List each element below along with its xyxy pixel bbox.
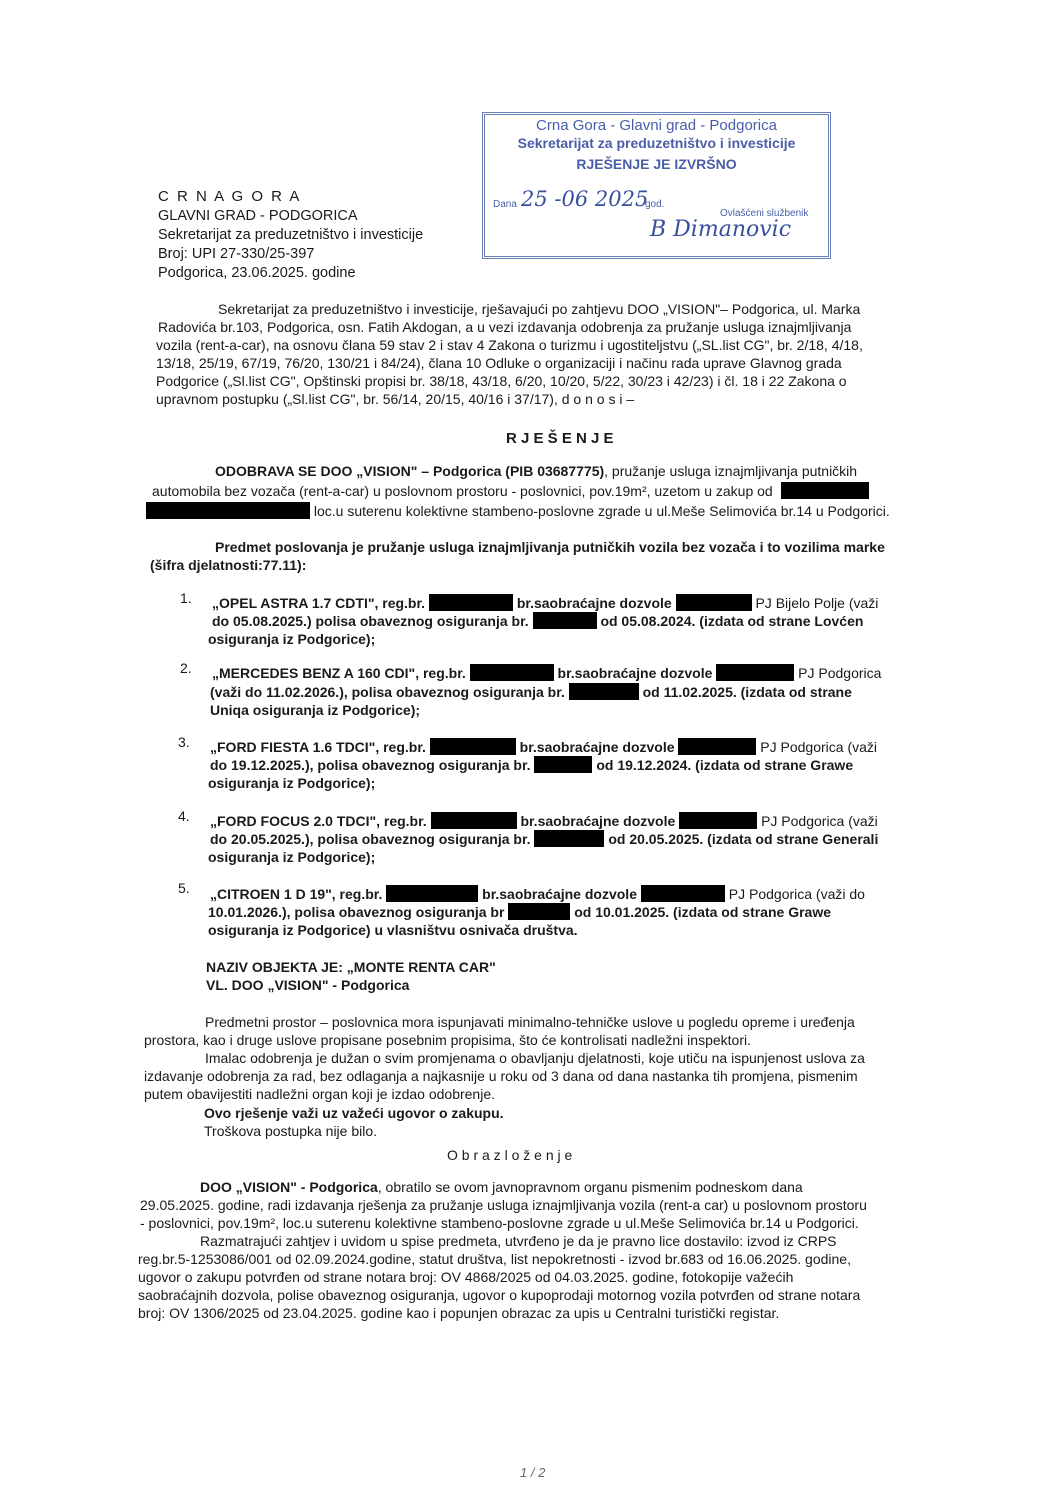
vehicle-pj: PJ Bijelo Polje (važi: [755, 595, 879, 611]
reasoning-line-6: ugovor o zakupu potvrđen od strane notara broj: OV 4868/2025 od 04.03.2025. godine, fotokopije važećih: [138, 1269, 794, 1285]
vehicle-policy: do 19.12.2025.), polisa obaveznog osiguranja br.: [210, 757, 531, 773]
reasoning-company: DOO „VISION" - Podgorica: [200, 1179, 378, 1195]
vehicle-model: „MERCEDES BENZ A 160 CDI", reg.br.: [212, 665, 466, 681]
vehicle-model: „CITROEN 1 D 19", reg.br.: [210, 886, 383, 902]
vehicle-policy-date: od 05.08.2024. (izdata od strane Lovćen: [600, 613, 864, 629]
vehicle-pj: PJ Podgorica (važi: [760, 739, 878, 755]
redacted-block: [429, 594, 513, 611]
vehicle-insurer: osiguranja iz Podgorice);: [208, 849, 376, 865]
reasoning-title: O b r a z l o ž e n j e: [447, 1147, 573, 1163]
conditions-costs: Troškova postupka nije bilo.: [204, 1123, 378, 1139]
vehicle-policy: do 05.08.2025.) polisa obaveznog osiguranja br.: [212, 613, 529, 629]
stamp-line-3: RJEŠENJE JE IZVRŠNO: [576, 156, 737, 172]
approval-line-3: loc.u suterenu kolektivne stambeno-poslovne zgrade u ul.Meše Selimovića br.14 u Podgorici.: [313, 503, 890, 519]
redacted-block: [716, 664, 794, 681]
redacted-block: [431, 812, 517, 829]
vehicle-insurer: Uniqa osiguranja iz Podgorice);: [210, 702, 421, 718]
conditions-line-2: prostora, kao i druge uslove propisane posebnim propisima, što će kontrolisati nadležni inspektori.: [144, 1032, 751, 1048]
redacted-block: [781, 482, 869, 499]
vehicle-number: 2.: [180, 660, 192, 676]
vehicle-policy: 10.01.2026.), polisa obaveznog osiguranja br: [208, 904, 505, 920]
vehicle-registration-label: br.saobraćajne dozvole: [557, 665, 713, 681]
intro-line-4: 13/18, 25/19, 67/19, 76/20, 130/21 i 84/24), člana 10 Odluke o organizaciji i načinu rada uprave Glavnog grada: [156, 355, 842, 371]
vehicle-number: 3.: [178, 734, 190, 750]
stamp-god-label: god.: [645, 199, 665, 210]
reasoning-line-5: reg.br.5-1253086/001 od 02.09.2024.godine, statut društva, list nepokretnosti - izvod br.683 od 16.06.2025. godine,: [138, 1251, 851, 1267]
redacted-block: [534, 756, 592, 773]
vehicle-insurer: osiguranja iz Podgorice);: [208, 631, 376, 647]
redacted-block: [470, 664, 554, 681]
redacted-block: [430, 738, 516, 755]
vehicle-pj: PJ Podgorica: [798, 665, 882, 681]
conditions-validity: Ovo rješenje važi uz važeći ugovor o zakupu.: [204, 1105, 504, 1121]
reasoning-line-4: Razmatrajući zahtjev i uvidom u spise predmeta, utvrđeno je da je pravno lice dostavilo: izvod iz CRPS: [200, 1233, 837, 1249]
stamp-line-2: Sekretarijat za preduzetništvo i investicije: [517, 135, 796, 151]
reasoning-line-3: - poslovnici, pov.19m², loc.u suterenu kolektivne stambeno-poslovne zgrade u ul.Meše Selimovića br.14 u Podgorici.: [140, 1215, 859, 1231]
header-country: C R N A G O R A: [158, 188, 302, 205]
vehicle-model: „FORD FOCUS 2.0 TDCI", reg.br.: [210, 813, 427, 829]
redacted-block: [678, 738, 756, 755]
intro-line-2: Radovića br.103, Podgorica, osn. Fatih Akdogan, a u vezi izdavanja odobrenja za pružanje usluga iznajmljivanja: [158, 319, 852, 335]
vehicle-policy-date: od 11.02.2025. (izdata od strane: [642, 684, 852, 700]
vehicle-policy: do 20.05.2025.), polisa obaveznog osiguranja br.: [210, 831, 531, 847]
reasoning-line-1-rest: , obratilo se ovom javnopravnom organu pismenim podneskom dana: [377, 1179, 803, 1195]
vehicle-registration-label: br.saobraćajne dozvole: [520, 813, 676, 829]
intro-line-3: vozila (rent-a-car), na osnovu člana 59 stav 2 i stav 4 Zakona o turizmu i ugostiteljstvu („SL.list CG", br. 2/18, 4/18,: [156, 337, 863, 353]
header-date: Podgorica, 23.06.2025. godine: [158, 265, 356, 281]
redacted-block: [508, 903, 570, 920]
redacted-block: [534, 830, 604, 847]
vehicle-policy: (važi do 11.02.2026.), polisa obaveznog osiguranja br.: [210, 684, 565, 700]
stamp-handwritten-date: 25 -06 2025: [521, 187, 649, 211]
vehicle-number: 5.: [178, 880, 190, 896]
intro-line-1: Sekretarijat za preduzetništvo i investicije, rješavajući po zahtjevu DOO „VISION"– Podgorica, ul. Marka: [218, 301, 861, 317]
reasoning-line-8: broj: OV 1306/2025 od 23.04.2025. godine kao i popunjen obrazac za upis u Centralni turistički registar.: [138, 1305, 780, 1321]
intro-line-6: upravnom postupku („Sl.list CG", br. 56/14, 20/15, 40/16 i 37/17), d o n o s i –: [156, 391, 635, 407]
stamp-official-label: Ovlašćeni službenik: [720, 208, 809, 219]
vehicle-policy-date: od 10.01.2025. (izdata od strane Grawe: [574, 904, 831, 920]
approval-line-1-rest: , pružanje usluga iznajmljivanja putničkih: [604, 463, 858, 479]
subject-line-2: (šifra djelatnosti:77.11):: [150, 557, 307, 573]
redacted-block: [679, 812, 757, 829]
decision-title: R J E Š E N J E: [506, 430, 614, 447]
vehicle-policy-date: od 19.12.2024. (izdata od strane Grawe: [596, 757, 854, 773]
redacted-block: [146, 502, 310, 519]
vehicle-number: 1.: [180, 590, 192, 606]
object-name: NAZIV OBJEKTA JE: „MONTE RENTA CAR": [206, 959, 496, 975]
conditions-line-4: izdavanje odobrenja za rad, bez odlaganja a najkasnije u roku od 3 dana od dana nastanka tih promjena, pismenim: [144, 1068, 858, 1084]
vehicle-model: „OPEL ASTRA 1.7 CDTI", reg.br.: [212, 595, 426, 611]
subject-line-1: Predmet poslovanja je pružanje usluga iznajmljivanja putničkih vozila bez vozača i to vozilima marke: [215, 539, 885, 555]
official-signature: B Dimanovic: [650, 217, 792, 242]
conditions-line-5: putem obavijestiti nadležni organ koji je izdao odobrenje.: [144, 1086, 495, 1102]
object-owner: VL. DOO „VISION" - Podgorica: [206, 977, 410, 993]
stamp-line-1: Crna Gora - Glavni grad - Podgorica: [536, 117, 777, 134]
header-reference-number: Broj: UPI 27-330/25-397: [158, 246, 315, 262]
vehicle-pj: PJ Podgorica (važi: [761, 813, 878, 829]
redacted-block: [676, 594, 752, 611]
vehicle-pj: PJ Podgorica (važi do: [728, 886, 865, 902]
reasoning-line-2: 29.05.2025. godine, radi izdavanja rješenja za pružanje usluga iznajmljivanja vozila (rent-a car) u poslovnom prostoru: [140, 1197, 867, 1213]
page-number: 1 / 2: [520, 1465, 546, 1480]
conditions-line-3: Imalac odobrenja je dužan o svim promjenama o obavljanju djelatnosti, koje utiču na ispunjenost uslova za: [205, 1050, 865, 1066]
approval-company: ODOBRAVA SE DOO „VISION" – Podgorica (PIB 03687775): [215, 463, 605, 479]
redacted-block: [533, 612, 597, 629]
vehicle-insurer: osiguranja iz Podgorice);: [208, 775, 376, 791]
stamp-dana-label: Dana: [493, 199, 517, 210]
intro-line-5: Podgorice („Sl.list CG", Opštinski propisi br. 38/18, 43/18, 6/20, 10/20, 5/22, 30/23 i 42/23) i čl. 18 i 22 Zakona o: [156, 373, 847, 389]
redacted-block: [641, 885, 725, 902]
redacted-block: [386, 885, 478, 902]
approval-line-2: automobila bez vozača (rent-a-car) u poslovnom prostoru - poslovnici, pov.19m², uzetom u zakup od: [152, 483, 773, 499]
vehicle-insurer: osiguranja iz Podgorice) u vlasništvu osnivača društva.: [208, 922, 578, 938]
vehicle-number: 4.: [178, 808, 190, 824]
vehicle-model: „FORD FIESTA 1.6 TDCI", reg.br.: [210, 739, 426, 755]
vehicle-registration-label: br.saobraćajne dozvole: [516, 595, 672, 611]
conditions-line-1: Predmetni prostor – poslovnica mora ispunjavati minimalno-tehničke uslove u pogledu opreme i uređenja: [205, 1014, 855, 1030]
reasoning-line-7: saobraćajnih dozvola, polise obaveznog osiguranja, ugovor o kupoprodaji motornog vozila potvrđen od strane notara: [138, 1287, 861, 1303]
vehicle-policy-date: od 20.05.2025. (izdata od strane Generali: [608, 831, 879, 847]
header-secretariat: Sekretarijat za preduzetništvo i investicije: [158, 227, 424, 243]
enforcement-stamp: [482, 112, 831, 259]
header-city: GLAVNI GRAD - PODGORICA: [158, 208, 358, 224]
vehicle-registration-label: br.saobraćajne dozvole: [482, 886, 637, 902]
vehicle-registration-label: br.saobraćajne dozvole: [519, 739, 675, 755]
redacted-block: [569, 683, 639, 700]
